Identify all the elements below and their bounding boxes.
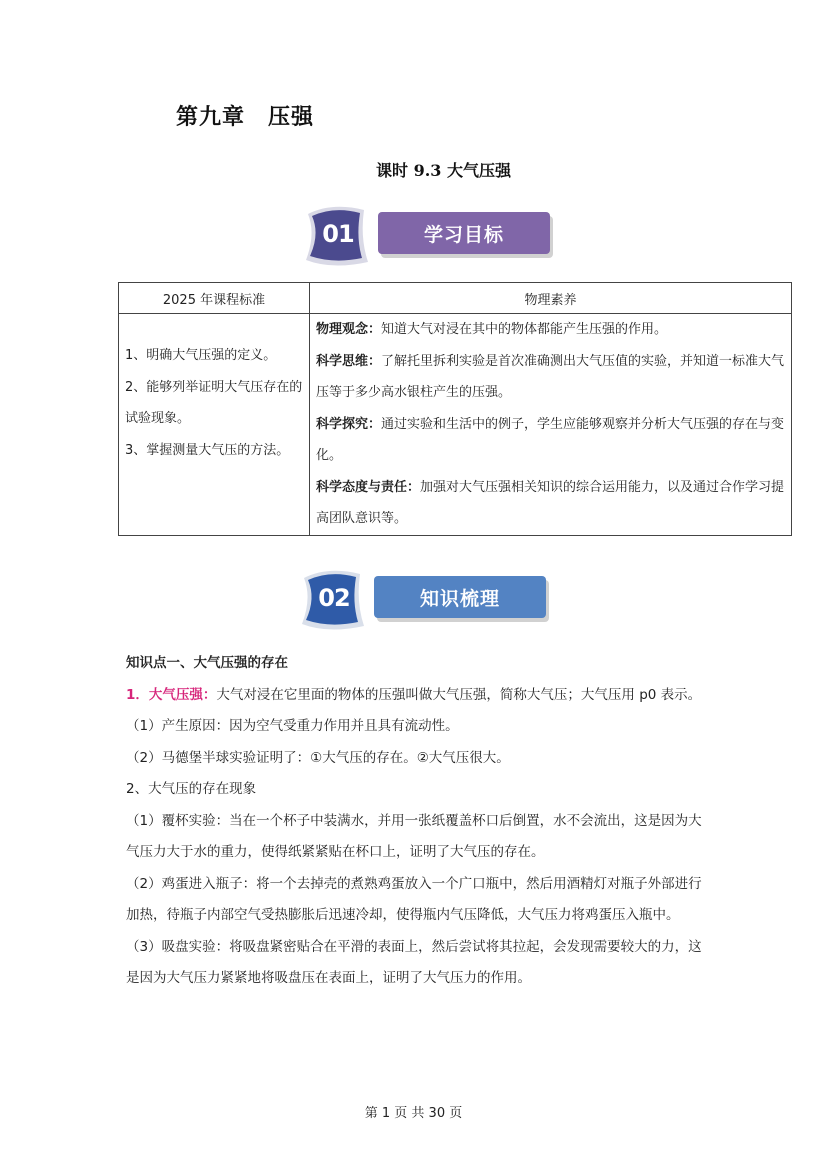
literacy-item [316,314,785,346]
term-label: 1．大气压强： [126,686,217,703]
paragraph: （3）吸盘实验：将吸盘紧密贴合在平滑的表面上，然后尝试将其拉起，会发现需要较大的力，这是因为大气压力紧紧地将吸盘压在表面上，证明了大气压力的作用。 [126,938,702,986]
literacy-text: 加强对大气压强相关知识的综合运用能力，以及通过合作学习提高团队意识等。 [316,479,785,526]
standards-cell [119,314,310,536]
paragraph: （1）覆杯实验：当在一个杯子中装满水，并用一张纸覆盖杯口后倒置，水不会流出，这是因为大气压力大于水的重力，使得纸紧紧贴在杯口上，证明了大气压的存在。 [126,812,702,860]
lesson-title: 课时 9.3 大气压强 [376,161,511,180]
page-footer: 第 1 页 共 30 页 [364,1106,463,1121]
literacy-item [316,346,785,409]
literacy-item [316,409,785,472]
literacy-text: 通过实验和生活中的例子，学生应能够观察并分析大气压强的存在与变化。 [316,416,785,463]
standard-item: 2、能够列举证明大气压存在的试验现象。 [125,379,303,426]
knowledge-point-title: 知识点一、大气压强的存在 [126,655,288,671]
paragraph [126,680,706,712]
literacy-text: 了解托里拆利实验是首次准确测出大气压值的实验，并知道一标准大气压等于多少高水银柱产生的压强。 [316,353,785,400]
literacy-label: 科学态度与责任： [316,479,421,495]
section-banner-knowledge [298,568,568,632]
paragraph: （2）马德堡半球实验证明了：①大气压的存在。②大气压很大。 [126,749,510,766]
literacy-text: 知道大气对浸在其中的物体都能产生压强的作用。 [381,322,668,337]
table-header-literacy: 物理素养 [310,283,792,314]
literacy-label: 科学探究： [316,416,382,432]
goals-table [118,282,792,536]
literacy-label: 科学思维： [316,353,382,369]
banner-label: 学习目标 [378,212,550,254]
paragraph: （1）产生原因：因为空气受重力作用并且具有流动性。 [126,718,459,734]
paragraph: （2）鸡蛋进入瓶子：将一个去掉壳的煮熟鸡蛋放入一个广口瓶中，然后用酒精灯对瓶子外部进行加热，待瓶子内部空气受热膨胀后迅速冷却，使得瓶内气压降低，大气压力将鸡蛋压入瓶中。 [126,875,702,923]
table-header-standard: 2025 年课程标准 [119,283,310,314]
standard-item: 1、明确大气压强的定义。 [125,348,277,363]
table-row [119,314,792,536]
banner-number: 02 [318,584,350,612]
table-header-row [119,283,792,314]
banner-number: 01 [322,220,354,248]
banner-label: 知识梳理 [374,576,546,618]
literacy-label: 物理观念： [316,322,382,337]
term-text: 大气对浸在它里面的物体的压强叫做大气压强，简称大气压；大气压用 p0 表示。 [216,686,702,703]
paragraph: 2、大气压的存在现象 [126,781,257,797]
literacy-item [316,472,785,535]
section-banner-learning-goals [302,204,572,268]
chapter-title: 第九章 压强 [176,104,315,130]
knowledge-content [126,648,706,995]
literacy-cell [310,314,792,536]
standard-item: 3、掌握测量大气压的方法。 [125,442,290,458]
